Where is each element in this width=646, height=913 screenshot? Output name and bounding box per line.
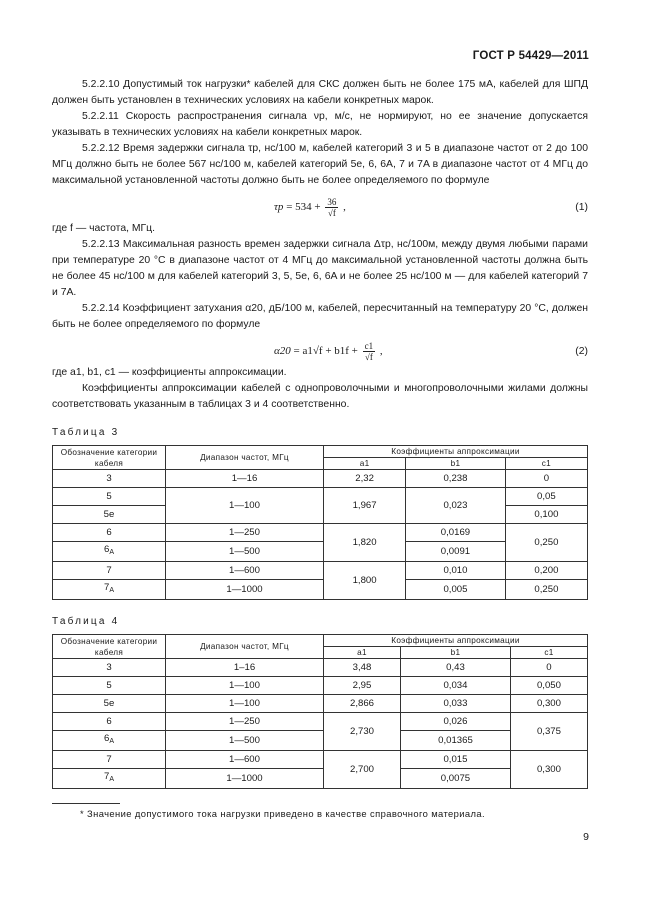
cell-range: 1—1000 [166,580,324,600]
formula-1-tail: , [343,201,346,214]
cell-b1: 0,026 [401,713,511,731]
cell-b1: 0,43 [401,659,511,677]
col-header-b1: b1 [406,458,506,470]
table-row [53,713,588,731]
cell-category: 5 [53,677,166,695]
cell-b1: 0,033 [401,695,511,713]
cell-b1: 0,023 [406,488,506,524]
cell-category: 5е [53,695,166,713]
col-header-b1: b1 [401,647,511,659]
cell-range: 1–16 [166,659,324,677]
cell-range: 1—16 [166,470,324,488]
cell-a1: 3,48 [324,659,401,677]
formula-1-denominator: √f [327,208,336,218]
table-row [53,677,588,695]
footnote: * Значение допустимого тока нагрузки приведено в качестве справочного материала. [80,808,486,819]
cell-range: 1—600 [166,562,324,580]
cell-a1: 2,866 [324,695,401,713]
cell-c1: 0 [510,659,587,677]
cell-b1: 0,0169 [406,524,506,542]
table-4 [52,634,588,789]
cell-b1: 0,01365 [401,731,511,751]
table-3-caption: Таблица 3 [52,427,120,438]
cell-c1: 0,300 [510,751,587,789]
cell-a1: 1,967 [324,488,406,524]
cell-category: 5 [53,488,166,506]
cell-range: 1—250 [166,524,324,542]
cell-category: 3 [53,659,166,677]
paragraph-5-2-2-14: 5.2.2.14 Коэффициент затухания α20, дБ/100 м, кабелей, пересчитанный на температуру 20 °С, должен быть не более определяемого по формуле [52,303,588,330]
cell-range: 1—250 [166,713,324,731]
cell-range: 1—100 [166,488,324,524]
cell-b1: 0,005 [406,580,506,600]
paragraph-5-2-2-10: 5.2.2.10 Допустимый ток нагрузки* кабелей для СКС должен быть не более 175 мА, кабелей для ШПД должен быть установлен в технических условиях на кабели конкретных марок. [52,79,588,106]
cell-range: 1—500 [166,731,324,751]
table-row [53,562,588,580]
cell-category: 3 [53,470,166,488]
document-body [52,77,588,789]
cell-range: 1—500 [166,542,324,562]
col-header-c1: c1 [510,647,587,659]
cell-a1: 1,820 [324,524,406,562]
footnote-separator [52,803,120,804]
table-row [53,751,588,769]
cell-a1: 2,95 [324,677,401,695]
col-header-c1: c1 [505,458,587,470]
cell-range: 1—100 [166,695,324,713]
paragraph-coefficients: Коэффициенты аппроксимации кабелей с однопроволочными и многопроволочными жилами должны соответствовать указанным в таблицах 3 и 4 соответственно. [52,383,588,410]
formula-2-numerator: c1 [364,341,374,351]
cell-b1: 0,015 [401,751,511,769]
cell-c1: 0,200 [505,562,587,580]
table-row [53,488,588,506]
cell-c1: 0,050 [510,677,587,695]
cell-range: 1—600 [166,751,324,769]
formula-2-fraction [363,341,376,362]
cell-category: $6_A$ [53,731,166,751]
table-row [53,659,588,677]
cell-c1: 0,05 [505,488,587,506]
col-header-coefficients: Коэффициенты аппроксимации [324,635,588,647]
cell-a1: 1,800 [324,562,406,600]
cell-c1: 0,250 [505,524,587,562]
formula-1-fraction [325,197,338,218]
formula-1-eq: = 534 + [286,201,321,214]
table-row [53,580,588,600]
cell-category: $7_A$ [53,769,166,789]
table-row [53,769,588,789]
formula-1-numerator: 36 [327,197,337,207]
page-number: 9 [583,831,589,843]
cell-a1: 2,730 [324,713,401,751]
paragraph-5-2-2-12: 5.2.2.12 Время задержки сигнала τp, нс/100 м, кабелей категорий 3 и 5 в диапазоне частот от 2 до 100 МГц должно быть не более 567 нс/100 м, кабелей категорий 5е, 6, 6A, 7 и 7A в диапазоне частот от 4 МГц до максимальной установленной частоты должно быть не более определяемого по формуле [52,143,588,186]
formula-2-number: (2) [575,346,588,357]
cell-a1: 2,32 [324,470,406,488]
table-3 [52,445,588,600]
cell-c1: 0,100 [505,506,587,524]
cell-category: 5е [53,506,166,524]
col-header-category: Обозначение категории кабеля [53,635,166,659]
cell-category: $7_A$ [53,580,166,600]
cell-b1: 0,034 [401,677,511,695]
col-header-category: Обозначение категории кабеля [53,446,166,470]
cell-b1: 0,010 [406,562,506,580]
col-header-range: Диапазон частот, МГц [166,446,324,470]
cell-category: 6 [53,713,166,731]
formula-2-lhs: α20 [274,345,291,358]
col-header-coefficients: Коэффициенты аппроксимации [324,446,588,458]
table-row [53,695,588,713]
formula-1 [52,193,588,219]
formula-2-rhs: = a1√f + b1f + [293,345,358,358]
formula-1-number: (1) [575,202,588,213]
formula-2-tail: , [379,345,383,358]
formula-1-explanation: где f — частота, МГц. [52,223,155,234]
table-row [53,524,588,542]
cell-c1: 0 [505,470,587,488]
document-title: ГОСТ Р 54429—2011 [472,50,589,62]
formula-1-lhs: τp [274,201,284,214]
cell-a1: 2,700 [324,751,401,789]
cell-b1: 0,0091 [406,542,506,562]
cell-c1: 0,375 [510,713,587,751]
cell-category: $6_A$ [53,542,166,562]
cell-b1: 0,0075 [401,769,511,789]
col-header-a1: a1 [324,647,401,659]
table-row [53,731,588,751]
formula-2-explanation: где a1, b1, c1 — коэффициенты аппроксимации. [52,367,287,378]
formula-2 [52,337,588,363]
cell-category: 6 [53,524,166,542]
cell-b1: 0,238 [406,470,506,488]
table-4-caption: Таблица 4 [52,616,120,627]
cell-category: 7 [53,562,166,580]
cell-c1: 0,300 [510,695,587,713]
paragraph-5-2-2-11: 5.2.2.11 Скорость распространения сигнала νp, м/с, не нормируют, но ее значение допускается указывать в технических условиях на кабели конкретных марок. [52,111,588,138]
table-row [53,470,588,488]
col-header-a1: a1 [324,458,406,470]
cell-c1: 0,250 [505,580,587,600]
formula-2-denominator: √f [364,352,373,362]
col-header-range: Диапазон частот, МГц [166,635,324,659]
cell-range: 1—1000 [166,769,324,789]
cell-category: 7 [53,751,166,769]
paragraph-5-2-2-13: 5.2.2.13 Максимальная разность времен задержки сигнала Δτp, нс/100м, между двумя любыми парами при температуре 20 °С в диапазоне частот от 4 МГц до максимальной установленной частоты должна быть не более 45 нс/100 м для кабелей категорий 3, 5, 5е, 6, 6A и не более 25 нс/100 м — для кабелей категорий 7 и 7A. [52,239,588,298]
cell-range: 1—100 [166,677,324,695]
